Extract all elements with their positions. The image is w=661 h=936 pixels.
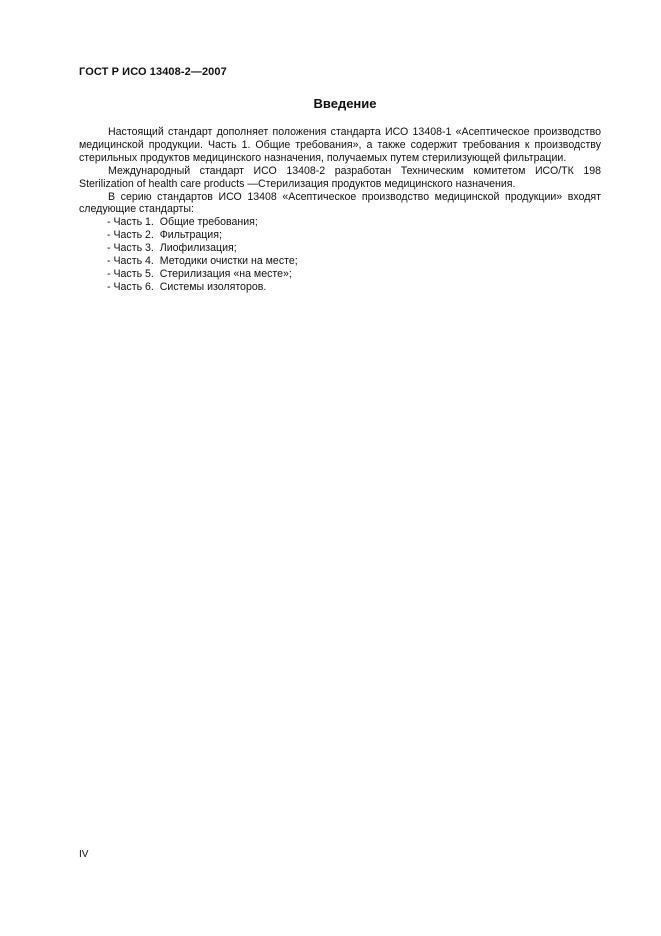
introduction-body: [79, 126, 601, 294]
paragraph-scope: Настоящий стандарт дополняет положения стандарта ИСО 13408-1 «Асептическое производство медицинской продукции. Часть 1. Общие требования», а также содержит требования к производству стерильных продуктов медицинского назначения, получаемых путем стерилизующей фильтрации.: [79, 126, 601, 164]
document-code-header: ГОСТ Р ИСО 13408-2—2007: [79, 66, 227, 78]
list-item: - Часть 5. Стерилизация «на месте»;: [107, 267, 292, 280]
page-number: IV: [79, 849, 89, 860]
list-item: - Часть 6. Системы изоляторов.: [107, 280, 267, 293]
paragraph-series: В серию стандартов ИСО 13408 «Асептическое производство медицинской продукции» входят следующие стандарты:: [79, 190, 601, 216]
parts-list: [79, 216, 601, 293]
section-title: Введение: [313, 96, 377, 111]
list-item: - Часть 4. Методики очистки на месте;: [107, 255, 298, 268]
list-item: - Часть 3. Лиофилизация;: [107, 242, 237, 255]
list-item: - Часть 1. Общие требования;: [107, 216, 258, 229]
paragraph-committee: Международный стандарт ИСО 13408-2 разработан Техническим комитетом ИСО/ТК 198 Sterilization of health care products —Стерилизация продуктов медицинского назначения.: [79, 164, 601, 190]
list-item: - Часть 2. Фильтрация;: [107, 229, 222, 242]
